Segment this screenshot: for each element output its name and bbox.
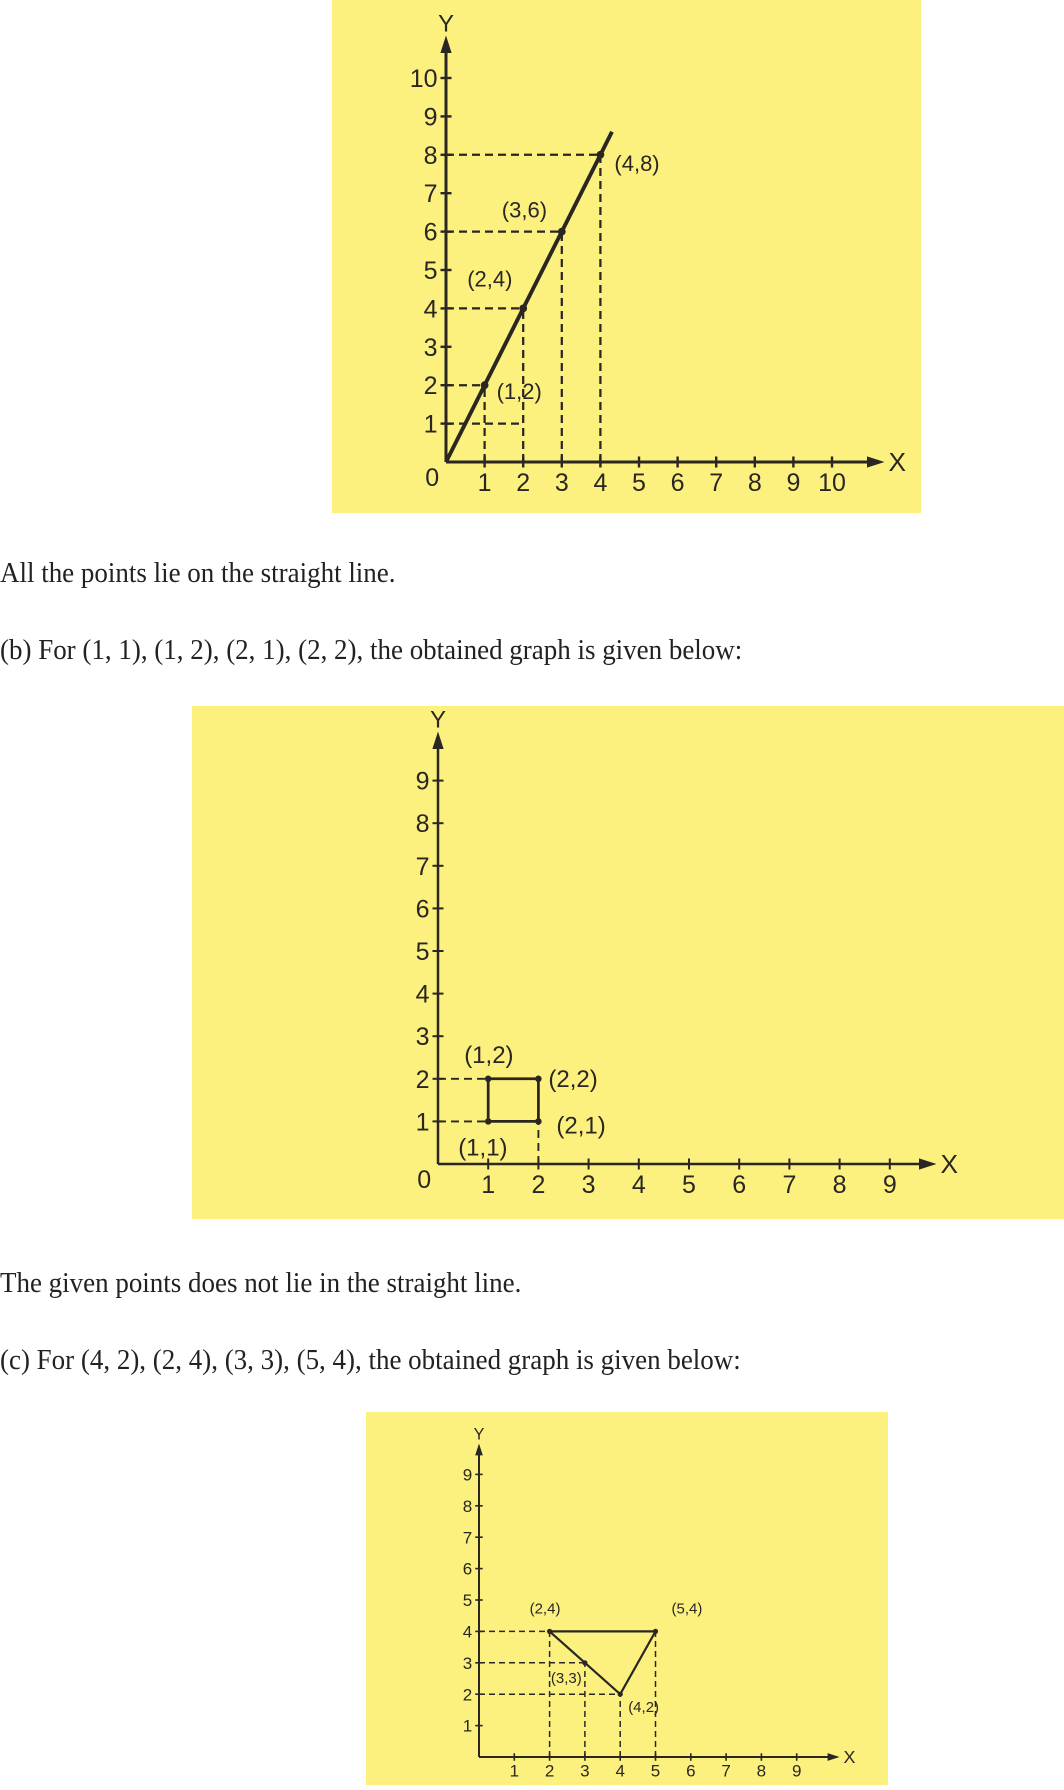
y-tick-label: 7 bbox=[423, 180, 438, 209]
x-tick-label: 9 bbox=[791, 1761, 802, 1781]
paragraph-conclusion-b: The given points does not lie in the straight line. bbox=[0, 1267, 522, 1299]
x-tick-label: 1 bbox=[481, 1170, 496, 1199]
x-tick-label: 1 bbox=[509, 1761, 520, 1781]
data-point-label: (2,4) bbox=[529, 1600, 561, 1618]
data-point bbox=[582, 1660, 587, 1665]
y-axis-label: Y bbox=[430, 706, 446, 734]
data-point-label: (3,3) bbox=[550, 1669, 582, 1687]
y-tick-label: 2 bbox=[415, 1065, 430, 1094]
chart-b-square bbox=[192, 706, 1064, 1219]
y-tick-label: 8 bbox=[423, 141, 438, 170]
paragraph-part-b-intro: (b) For (1, 1), (1, 2), (2, 1), (2, 2), the obtained graph is given below: bbox=[0, 634, 743, 666]
x-tick-label: 7 bbox=[782, 1170, 797, 1199]
y-tick-label: 3 bbox=[423, 333, 438, 362]
y-tick-label: 7 bbox=[462, 1528, 473, 1548]
x-axis-label: X bbox=[843, 1747, 856, 1768]
x-tick-label: 8 bbox=[756, 1761, 767, 1781]
y-tick-label: 6 bbox=[423, 218, 438, 247]
data-point-label: (4,2) bbox=[628, 1699, 660, 1717]
y-tick-label: 2 bbox=[462, 1685, 473, 1705]
x-tick-label: 8 bbox=[832, 1170, 847, 1199]
chart-a-straight-line bbox=[332, 0, 921, 513]
x-axis-label: X bbox=[940, 1149, 959, 1179]
x-tick-label: 4 bbox=[593, 468, 608, 497]
chart-b-canvas bbox=[192, 706, 1064, 1219]
x-tick-label: 3 bbox=[554, 468, 569, 497]
y-tick-label: 1 bbox=[423, 410, 438, 439]
data-point bbox=[519, 305, 527, 313]
x-tick-label: 3 bbox=[581, 1170, 596, 1199]
x-tick-label: 7 bbox=[709, 468, 724, 497]
x-tick-label: 6 bbox=[732, 1170, 747, 1199]
x-tick-label: 9 bbox=[786, 468, 801, 497]
y-tick-label: 3 bbox=[415, 1023, 430, 1052]
x-tick-label: 4 bbox=[631, 1170, 646, 1199]
data-point-label: (1,1) bbox=[458, 1134, 508, 1162]
y-tick-label: 4 bbox=[415, 980, 430, 1009]
x-tick-label: 5 bbox=[632, 468, 646, 497]
data-point-label: (1,2) bbox=[464, 1041, 514, 1069]
x-tick-label: 7 bbox=[721, 1761, 731, 1781]
x-tick-label: 2 bbox=[516, 468, 531, 497]
data-point bbox=[535, 1118, 542, 1125]
data-point bbox=[481, 381, 489, 389]
data-point-label: (2,1) bbox=[556, 1112, 606, 1140]
x-tick-label: 2 bbox=[531, 1170, 546, 1199]
y-tick-label: 1 bbox=[415, 1108, 430, 1137]
y-axis-label: Y bbox=[438, 10, 454, 38]
y-tick-label: 6 bbox=[462, 1559, 473, 1579]
y-tick-label: 3 bbox=[462, 1653, 473, 1673]
paragraph-conclusion-a: All the points lie on the straight line. bbox=[0, 557, 396, 589]
y-tick-label: 4 bbox=[462, 1622, 473, 1642]
x-tick-label: 2 bbox=[544, 1761, 555, 1781]
x-tick-label: 6 bbox=[686, 1761, 696, 1781]
y-tick-label: 8 bbox=[415, 810, 430, 839]
x-tick-label: 8 bbox=[747, 468, 762, 497]
x-tick-label: 4 bbox=[615, 1761, 625, 1781]
data-point-label: (4,8) bbox=[614, 150, 660, 176]
chart-a-canvas bbox=[332, 0, 921, 513]
y-tick-label: 7 bbox=[415, 852, 430, 881]
chart-c-triangle bbox=[366, 1412, 888, 1785]
y-tick-label: 2 bbox=[423, 372, 438, 401]
y-tick-label: 9 bbox=[415, 767, 430, 796]
data-point bbox=[485, 1118, 492, 1125]
paragraph-part-c-intro: (c) For (4, 2), (2, 4), (3, 3), (5, 4), the obtained graph is given below: bbox=[0, 1344, 741, 1376]
x-tick-label: 6 bbox=[670, 468, 685, 497]
x-tick-label: 5 bbox=[650, 1761, 661, 1781]
data-point bbox=[535, 1076, 542, 1083]
x-axis-label: X bbox=[888, 447, 907, 477]
y-tick-label: 6 bbox=[415, 895, 430, 924]
x-tick-label: 1 bbox=[477, 468, 492, 497]
y-tick-label: 5 bbox=[415, 938, 430, 966]
y-tick-label: 9 bbox=[423, 103, 438, 132]
data-point-label: (1,2) bbox=[496, 379, 542, 405]
data-point bbox=[618, 1692, 623, 1697]
y-tick-label: 4 bbox=[423, 295, 438, 324]
data-point bbox=[558, 228, 566, 236]
data-point bbox=[547, 1629, 552, 1634]
data-point-label: (2,4) bbox=[467, 266, 513, 292]
data-point bbox=[597, 151, 605, 159]
x-tick-label: 3 bbox=[580, 1761, 590, 1781]
data-point-label: (2,2) bbox=[548, 1065, 598, 1093]
y-tick-label: 9 bbox=[462, 1465, 473, 1485]
chart-background bbox=[366, 1412, 888, 1785]
origin-label: 0 bbox=[425, 463, 440, 492]
chart-background bbox=[192, 706, 1064, 1219]
y-axis-label: Y bbox=[473, 1425, 485, 1444]
x-tick-label: 10 bbox=[818, 468, 846, 497]
data-point-label: (3,6) bbox=[501, 197, 548, 223]
y-tick-label: 10 bbox=[409, 65, 438, 93]
y-tick-label: 1 bbox=[462, 1716, 473, 1736]
data-point-label: (5,4) bbox=[671, 1600, 703, 1618]
y-tick-label: 5 bbox=[423, 257, 438, 285]
x-tick-label: 5 bbox=[682, 1170, 696, 1199]
data-point bbox=[485, 1076, 492, 1083]
data-point bbox=[653, 1629, 658, 1634]
y-tick-label: 8 bbox=[462, 1496, 473, 1516]
y-tick-label: 5 bbox=[462, 1591, 473, 1611]
origin-label: 0 bbox=[417, 1165, 432, 1194]
chart-c-canvas bbox=[366, 1412, 888, 1785]
x-tick-label: 9 bbox=[882, 1170, 897, 1199]
